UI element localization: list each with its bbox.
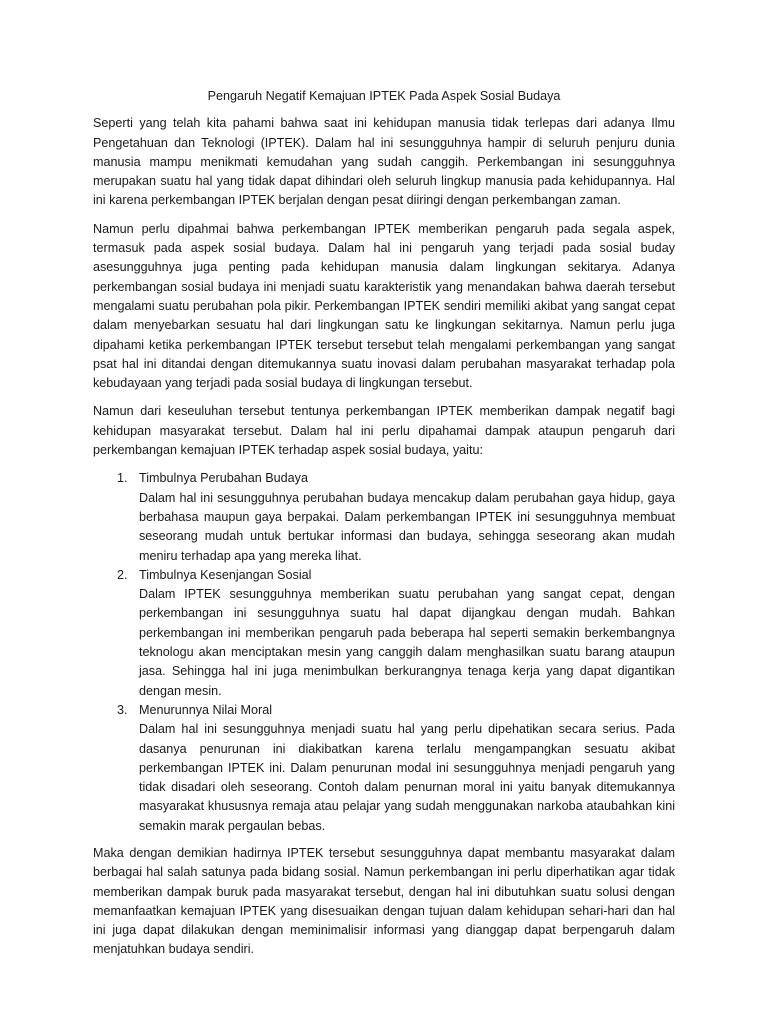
list-item-body: Dalam IPTEK sesungguhnya memberikan suatu perubahan yang sangat cepat, dengan perkembangan ini sesungguhnya suatu hal dapat dijangkau dengan mudah. Bahkan perkembangan ini memberikan pengaruh pada beberapa hal seperti semakin berkembangnya teknologu akan menciptakan mesin yang canggih dalam menghasilkan suatu barang ataupun jasa. Sehingga hal ini juga menimbulkan berkurangnya tenaga kerja yang dapat digantikan dengan mesin. (139, 587, 675, 698)
list-item-title: Timbulnya Kesenjangan Sosial (139, 567, 312, 582)
list-item-title: Timbulnya Perubahan Budaya (139, 471, 308, 486)
list-item-2 (93, 566, 675, 701)
list-item-title: Menurunnya Nilai Moral (139, 702, 272, 717)
intro-paragraph-2: Namun perlu dipahmai bahwa perkembangan IPTEK memberikan pengaruh pada segala aspek, termasuk pada aspek sosial budaya. Dalam hal ini pengaruh yang terjadi pada sosial buday asesungguhnya juga penting pada kehidupan manusia dalam lingkungan sekitarya. Adanya perkembangan sosial budaya ini menjadi suatu karakteristik yang menandakan bahwa daerah tersebut mengalami suatu perubahan pola pikir. Perkembangan IPTEK sendiri memiliki akibat yang sangat cepat dalam menyebarkan sesuatu hal dari lingkungan satu ke lingkungan sekitarnya. Namun perlu juga dipahami ketika perkembangan IPTEK tersebut tersebut telah mengalami perkembangan yang sangat psat hal ini ditandai dengan ditemukannya suatu inovasi dalam perubahan masyarakat terhadap pola kebudayaan yang terjadi pada sosial budaya di lingkungan tersebut. (93, 221, 675, 391)
list-item-number: 2. (117, 567, 128, 582)
intro-paragraph-3: Namun dari keseuluhan tersebut tentunya perkembangan IPTEK memberikan dampak negatif bagi kehidupan masyarakat tersebut. Dalam hal ini perlu dipahamai dampak ataupun pengaruh dari perkembangan kemajuan IPTEK terhadap aspek sosial budaya, yaitu: (93, 404, 675, 458)
intro-paragraph-1: Seperti yang telah kita pahami bahwa saat ini kehidupan manusia tidak terlepas dari adanya Ilmu Pengetahuan dan Teknologi (IPTEK). Dalam hal ini sesungguhnya hampir di seluruh penjuru dunia manusia mampu menikmati kemudahan yang sudah canggih. Perkembangan ini sesungguhnya merupakan suatu hal yang tidak dapat dihindari oleh seluruh lingkup manusia pada kehidupannya. Hal ini karena perkembangan IPTEK berjalan dengan pesat diiringi dengan perkembangan zaman. (93, 116, 675, 208)
list-item-3 (93, 701, 675, 836)
list-item-1 (93, 469, 675, 565)
list-item-number: 3. (117, 702, 128, 717)
document-page (93, 87, 675, 969)
list-item-body: Dalam hal ini sesungguhnya menjadi suatu hal yang perlu dipehatikan secara serius. Pada dasanya penurunan ini diakibatkan karena terlalu mengampangkan sesuatu akibat perkembangan IPTEK ini. Dalam penurunan modal ini sesungguhnya menjadi pengaruh yang tidak disadari oleh seseorang. Contoh dalam penurnan moral ini yaitu banyak ditemukannya masyarakat khususnya remaja atau pelajar yang sudah menggunakan narkoba ataubahkan kini semakin marak pergaulan bebas. (139, 722, 675, 833)
conclusion-paragraph: Maka dengan demikian hadirnya IPTEK tersebut sesungguhnya dapat membantu masyarakat dalam berbagai hal salah satunya pada bidang sosial. Namun perkembangan ini perlu diperhatikan agar tidak memberikan dampak buruk pada masyarakat tersebut, dengan hal ini dibutuhkan suatu solusi dengan memanfaatkan kemajuan IPTEK yang disesuaikan dengan tujuan dalam kehidupan sehari-hari dan hal ini juga dapat dilakukan dengan meminimalisir informasi yang dianggap dapat berpengaruh dalam menjatuhkan budaya sendiri. (93, 845, 675, 957)
list-item-number: 1. (117, 471, 128, 486)
document-title: Pengaruh Negatif Kemajuan IPTEK Pada Aspek Sosial Budaya (207, 89, 561, 103)
impact-list (93, 469, 675, 836)
list-item-body: Dalam hal ini sesungguhnya perubahan budaya mencakup dalam perubahan gaya hidup, gaya berbahasa maupun gaya berpakai. Dalam perkembangan IPTEK ini sesungguhnya membuat seseorang mudah untuk bertukar informasi dan budaya, sehingga seseorang akan mudah meniru terhadap apa yang mereka lihat. (139, 490, 675, 563)
